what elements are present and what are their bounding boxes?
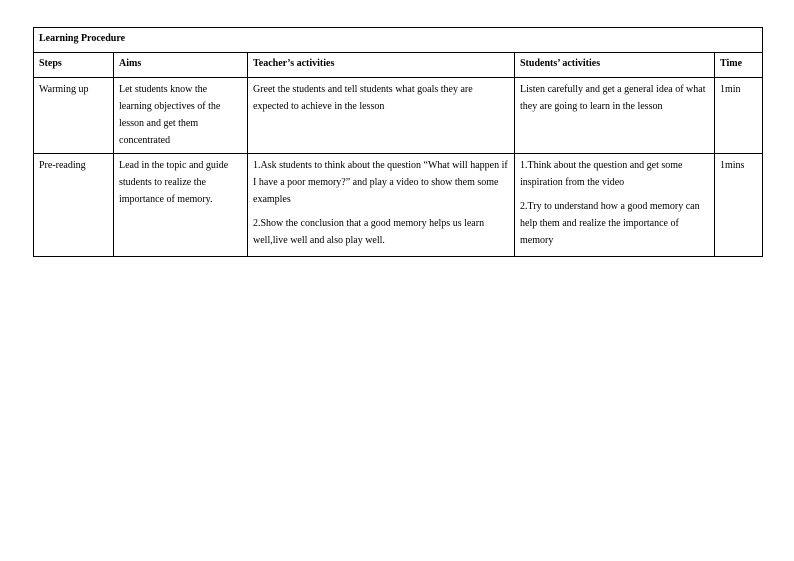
student-activity-cell [515, 154, 715, 257]
student-activity-text: Listen carefully and get a general idea of what they are going to learn in the lesson [520, 84, 706, 112]
header-students-activities: Students’ activities [515, 53, 715, 78]
header-time: Time [715, 53, 763, 78]
table-header-row [34, 53, 763, 78]
step-cell: Warming up [34, 78, 114, 154]
student-activity-text: 1.Think about the question and get some inspiration from the video [520, 160, 683, 188]
table-title-row [34, 28, 763, 53]
aim-cell: Lead in the topic and guide students to realize the importance of memory. [114, 154, 248, 257]
header-steps: Steps [34, 53, 114, 78]
time-cell: 1mins [715, 154, 763, 257]
header-teacher-activities: Teacher’s activities [248, 53, 515, 78]
header-aims: Aims [114, 53, 248, 78]
teacher-activity-cell [248, 78, 515, 154]
time-cell: 1min [715, 78, 763, 154]
step-cell: Pre-reading [34, 154, 114, 257]
teacher-activity-text: 1.Ask students to think about the question “What will happen if I have a poor memory?” and play a video to show them some examples [253, 160, 508, 205]
teacher-activity-cell [248, 154, 515, 257]
aim-cell: Let students know the learning objectives of the lesson and get them concentrated [114, 78, 248, 154]
teacher-activity-text: 2.Show the conclusion that a good memory helps us learn well,live well and also play well. [253, 218, 485, 246]
table-row [34, 78, 763, 154]
table-row [34, 154, 763, 257]
learning-procedure-table [33, 27, 763, 257]
teacher-activity-text: Greet the students and tell students what goals they are expected to achieve in the lesson [253, 84, 473, 112]
student-activity-cell [515, 78, 715, 154]
section-title: Learning Procedure [34, 28, 763, 53]
student-activity-text: 2.Try to understand how a good memory can help them and realize the importance of memory [520, 201, 700, 246]
